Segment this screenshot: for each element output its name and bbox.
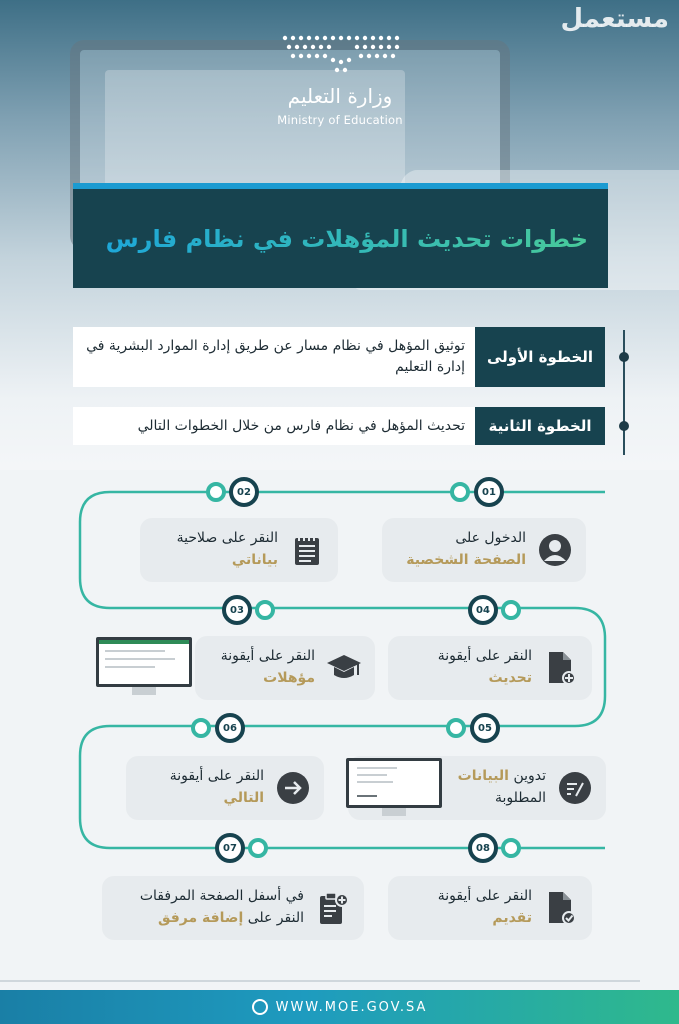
step-card-02 xyxy=(140,518,338,582)
card-text: تدوين xyxy=(513,768,546,785)
step-one-row xyxy=(73,327,605,387)
title-banner xyxy=(73,183,608,288)
ministry-logo-icon xyxy=(279,30,407,78)
step-ring xyxy=(446,718,466,738)
screenshot-qualifications-thumbnail xyxy=(96,637,192,687)
file-add-icon xyxy=(542,649,580,687)
step-card-01 xyxy=(382,518,586,582)
step-two-badge: الخطوة الثانية xyxy=(475,407,605,445)
step-node-07: 07 xyxy=(215,833,245,863)
user-icon xyxy=(536,531,574,569)
step-ring xyxy=(501,838,521,858)
step-node-02: 02 xyxy=(229,477,259,507)
step-card-04 xyxy=(388,636,592,700)
card-text: النقر على صلاحية xyxy=(176,530,278,547)
clipboard-add-icon xyxy=(314,889,352,927)
card-text: النقر على أيقونة xyxy=(169,768,264,785)
card-highlight: مؤهلات xyxy=(263,670,315,686)
card-highlight: إضافة مرفق xyxy=(157,910,244,926)
edit-icon xyxy=(556,769,594,807)
globe-icon xyxy=(252,999,268,1015)
graduation-cap-icon xyxy=(325,649,363,687)
card-text: النقر على أيقونة xyxy=(220,648,315,665)
ministry-name-english: Ministry of Education xyxy=(277,113,403,127)
step-card-03 xyxy=(195,636,375,700)
card-highlight: تقديم xyxy=(492,910,532,926)
arrow-right-icon xyxy=(274,769,312,807)
step-card-07 xyxy=(102,876,364,940)
card-highlight: الصفحة الشخصية xyxy=(406,552,526,568)
step-ring xyxy=(450,482,470,502)
steps-timeline-line xyxy=(623,330,625,455)
watermark-logo: مستعمل xyxy=(560,4,669,34)
step-ring xyxy=(501,600,521,620)
notepad-icon xyxy=(288,531,326,569)
footer-divider xyxy=(0,980,640,982)
step-ring xyxy=(255,600,275,620)
step-node-05: 05 xyxy=(470,713,500,743)
step-one-text: توثيق المؤهل في نظام مسار عن طريق إدارة الموارد البشرية في إدارة التعليم xyxy=(73,327,475,387)
step-node-04: 04 xyxy=(468,595,498,625)
step-two-row xyxy=(73,407,605,445)
screenshot-data-form-thumbnail xyxy=(346,758,442,808)
card-text: النقر على أيقونة xyxy=(437,888,532,905)
card-text-secondary: النقر على xyxy=(247,910,304,926)
ministry-name-arabic: وزارة التعليم xyxy=(287,84,393,108)
page-title: خطوات تحديث المؤهلات في نظام فارس xyxy=(105,224,588,253)
footer-bar xyxy=(0,990,679,1024)
file-check-icon xyxy=(542,889,580,927)
step-card-08 xyxy=(388,876,592,940)
step-node-06: 06 xyxy=(215,713,245,743)
timeline-dot xyxy=(619,352,629,362)
step-node-08: 08 xyxy=(468,833,498,863)
card-text: الدخول على xyxy=(455,530,526,547)
step-node-01: 01 xyxy=(474,477,504,507)
card-highlight: البيانات xyxy=(457,768,509,785)
step-card-06 xyxy=(126,756,324,820)
step-node-03: 03 xyxy=(222,595,252,625)
step-ring xyxy=(248,838,268,858)
card-text: في أسفل الصفحة المرفقات xyxy=(139,888,304,905)
card-highlight: بياناتي xyxy=(231,552,278,568)
card-text: النقر على أيقونة xyxy=(437,648,532,665)
card-highlight: التالي xyxy=(223,790,264,806)
timeline-dot xyxy=(619,421,629,431)
step-ring xyxy=(191,718,211,738)
step-ring xyxy=(206,482,226,502)
card-text-secondary: المطلوبة xyxy=(494,790,546,806)
card-highlight: تحديث xyxy=(488,670,532,686)
step-one-badge: الخطوة الأولى xyxy=(475,327,605,387)
step-two-text: تحديث المؤهل في نظام فارس من خلال الخطوات التالي xyxy=(73,407,475,445)
footer-url[interactable]: WWW.MOE.GOV.SA xyxy=(275,999,428,1015)
